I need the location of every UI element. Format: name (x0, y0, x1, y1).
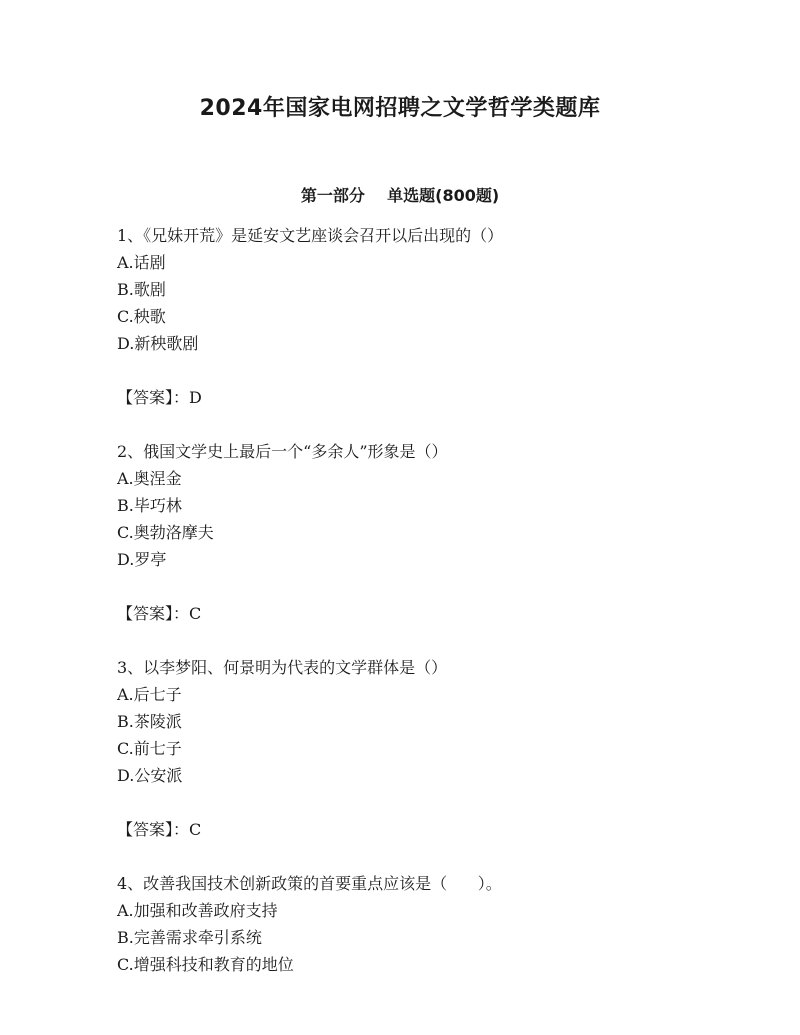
option-c: C.前七子 (117, 739, 182, 758)
option-d: D.公安派 (117, 766, 183, 785)
answer-value: D (189, 388, 202, 407)
question-stem: 4、改善我国技术创新政策的首要重点应该是（ ）。 (117, 874, 502, 893)
answer-value: C (189, 604, 202, 623)
option-d: D.罗亭 (117, 550, 167, 569)
document-title: 2024年国家电网招聘之文学哲学类题库 (199, 96, 601, 121)
answer-label: 【答案】： (117, 820, 190, 839)
answer-line (117, 816, 757, 843)
question-3 (117, 654, 757, 843)
option-a: A.话剧 (117, 253, 166, 272)
option-c: C.增强科技和教育的地位 (117, 955, 294, 974)
section-title: 第一部分 单选题(800题) (300, 186, 500, 205)
answer-line (117, 384, 757, 411)
question-stem: 1、《兄妹开荒》是延安文艺座谈会召开以后出现的（） (117, 226, 504, 245)
option-b: B.完善需求牵引系统 (117, 928, 262, 947)
option-c: C.秧歌 (117, 307, 166, 326)
question-2 (117, 438, 757, 627)
question-4 (117, 870, 757, 978)
question-list (117, 222, 757, 1005)
option-b: B.毕巧林 (117, 496, 182, 515)
question-stem: 3、以李梦阳、何景明为代表的文学群体是（） (117, 658, 448, 677)
answer-line (117, 600, 757, 627)
answer-value: C (189, 820, 202, 839)
question-stem: 2、俄国文学史上最后一个“多余人”形象是（） (117, 442, 448, 461)
option-d: D.新秧歌剧 (117, 334, 199, 353)
option-a: A.加强和改善政府支持 (117, 901, 278, 920)
option-c: C.奥勃洛摩夫 (117, 523, 214, 542)
answer-label: 【答案】： (117, 388, 190, 407)
option-a: A.奥涅金 (117, 469, 182, 488)
option-b: B.歌剧 (117, 280, 166, 299)
answer-label: 【答案】： (117, 604, 190, 623)
question-1 (117, 222, 757, 411)
option-a: A.后七子 (117, 685, 182, 704)
option-b: B.茶陵派 (117, 712, 182, 731)
